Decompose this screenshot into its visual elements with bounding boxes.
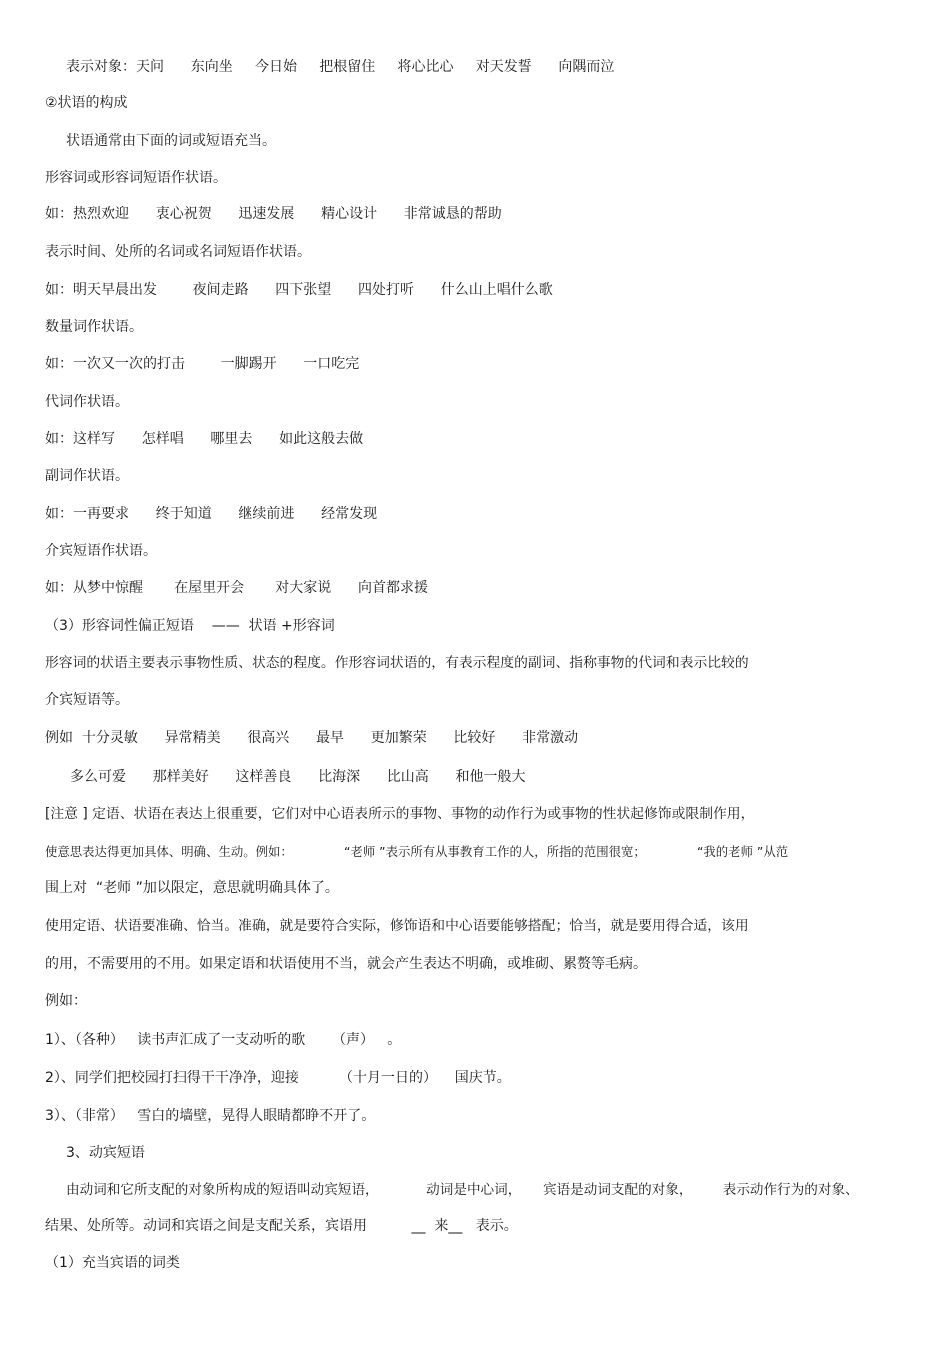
text-line-22: 使意思表达得更加具体、明确、生动。例如： “老师 ”表示所有从事教育工作的人，所指的范围很宽； “我的老师 ”从范 [45, 844, 789, 859]
text-line-29: 3）、（非常） 雪白的墙壁，晃得人眼睛都睁不开了。 [45, 1108, 376, 1124]
text-line-23: 围上对 “老师 ”加以限定，意思就明确具体了。 [45, 880, 339, 896]
text-line-21: [注意 ] 定语、状语在表达上很重要，它们对中心语表所示的事物、事物的动作行为或事物的性状起修饰或限制作用， [45, 806, 755, 822]
text-line-5: 如：热烈欢迎 衷心祝贺 迅速发展 精心设计 非常诚恳的帮助 [45, 206, 502, 222]
text-line-28: 2）、同学们把校园打扫得干干净净，迎接 （十月一日的） 国庆节。 [45, 1070, 511, 1086]
text-line-12: 副词作状语。 [45, 468, 129, 484]
text-line-32: 结果、处所等。动词和宾语之间是支配关系，宾语用 __ 来__ 表示。 [45, 1218, 518, 1234]
text-line-16: （3）形容词性偏正短语 —— 状语 +形容词 [45, 618, 335, 634]
text-line-30: 3、动宾短语 [66, 1145, 145, 1161]
text-line-2: ②状语的构成 [45, 95, 128, 111]
text-line-6: 表示时间、处所的名词或名词短语作状语。 [45, 244, 311, 260]
text-line-13: 如：一再要求 终于知道 继续前进 经常发现 [45, 506, 378, 522]
text-line-26: 例如： [45, 993, 87, 1009]
text-line-15: 如：从梦中惊醒 在屋里开会 对大家说 向首都求援 [45, 580, 429, 596]
text-line-1: 表示对象：天问 东向坐 今日始 把根留住 将心比心 对天发誓 向隅而泣 [66, 59, 615, 75]
text-line-20: 多么可爱 那样美好 这样善良 比海深 比山高 和他一般大 [70, 769, 526, 785]
text-line-11: 如：这样写 怎样唱 哪里去 如此这般去做 [45, 431, 364, 447]
text-line-33: （1）充当宾语的词类 [45, 1255, 180, 1271]
text-line-19: 例如 十分灵敏 异常精美 很高兴 最早 更加繁荣 比较好 非常激动 [45, 730, 579, 746]
text-line-17: 形容词的状语主要表示事物性质、状态的程度。作形容词状语的，有表示程度的副词、指称事物的代词和表示比较的 [45, 655, 749, 671]
text-line-18: 介宾短语等。 [45, 692, 129, 708]
text-line-7: 如：明天早晨出发 夜间走路 四下张望 四处打听 什么山上唱什么歌 [45, 282, 553, 298]
text-line-14: 介宾短语作状语。 [45, 543, 157, 559]
text-line-31: 由动词和它所支配的对象所构成的短语叫动宾短语， 动词是中心词， 宾语是动词支配的对象， 表示动作行为的对象、 [66, 1182, 859, 1198]
text-line-10: 代词作状语。 [45, 394, 129, 410]
text-line-25: 的用，不需要用的不用。如果定语和状语使用不当，就会产生表达不明确，或堆砌、累赘等毛病。 [45, 956, 647, 972]
text-line-4: 形容词或形容词短语作状语。 [45, 170, 227, 186]
text-line-9: 如：一次又一次的打击 一脚踢开 一口吃完 [45, 356, 360, 372]
text-line-3: 状语通常由下面的词或短语充当。 [66, 133, 276, 149]
text-line-27: 1）、（各种） 读书声汇成了一支动听的歌 （声） 。 [45, 1032, 402, 1048]
text-line-8: 数量词作状语。 [45, 319, 143, 335]
text-line-24: 使用定语、状语要准确、恰当。准确，就是要符合实际，修饰语和中心语要能够搭配；恰当，就是要用得合适，该用 [45, 918, 749, 934]
